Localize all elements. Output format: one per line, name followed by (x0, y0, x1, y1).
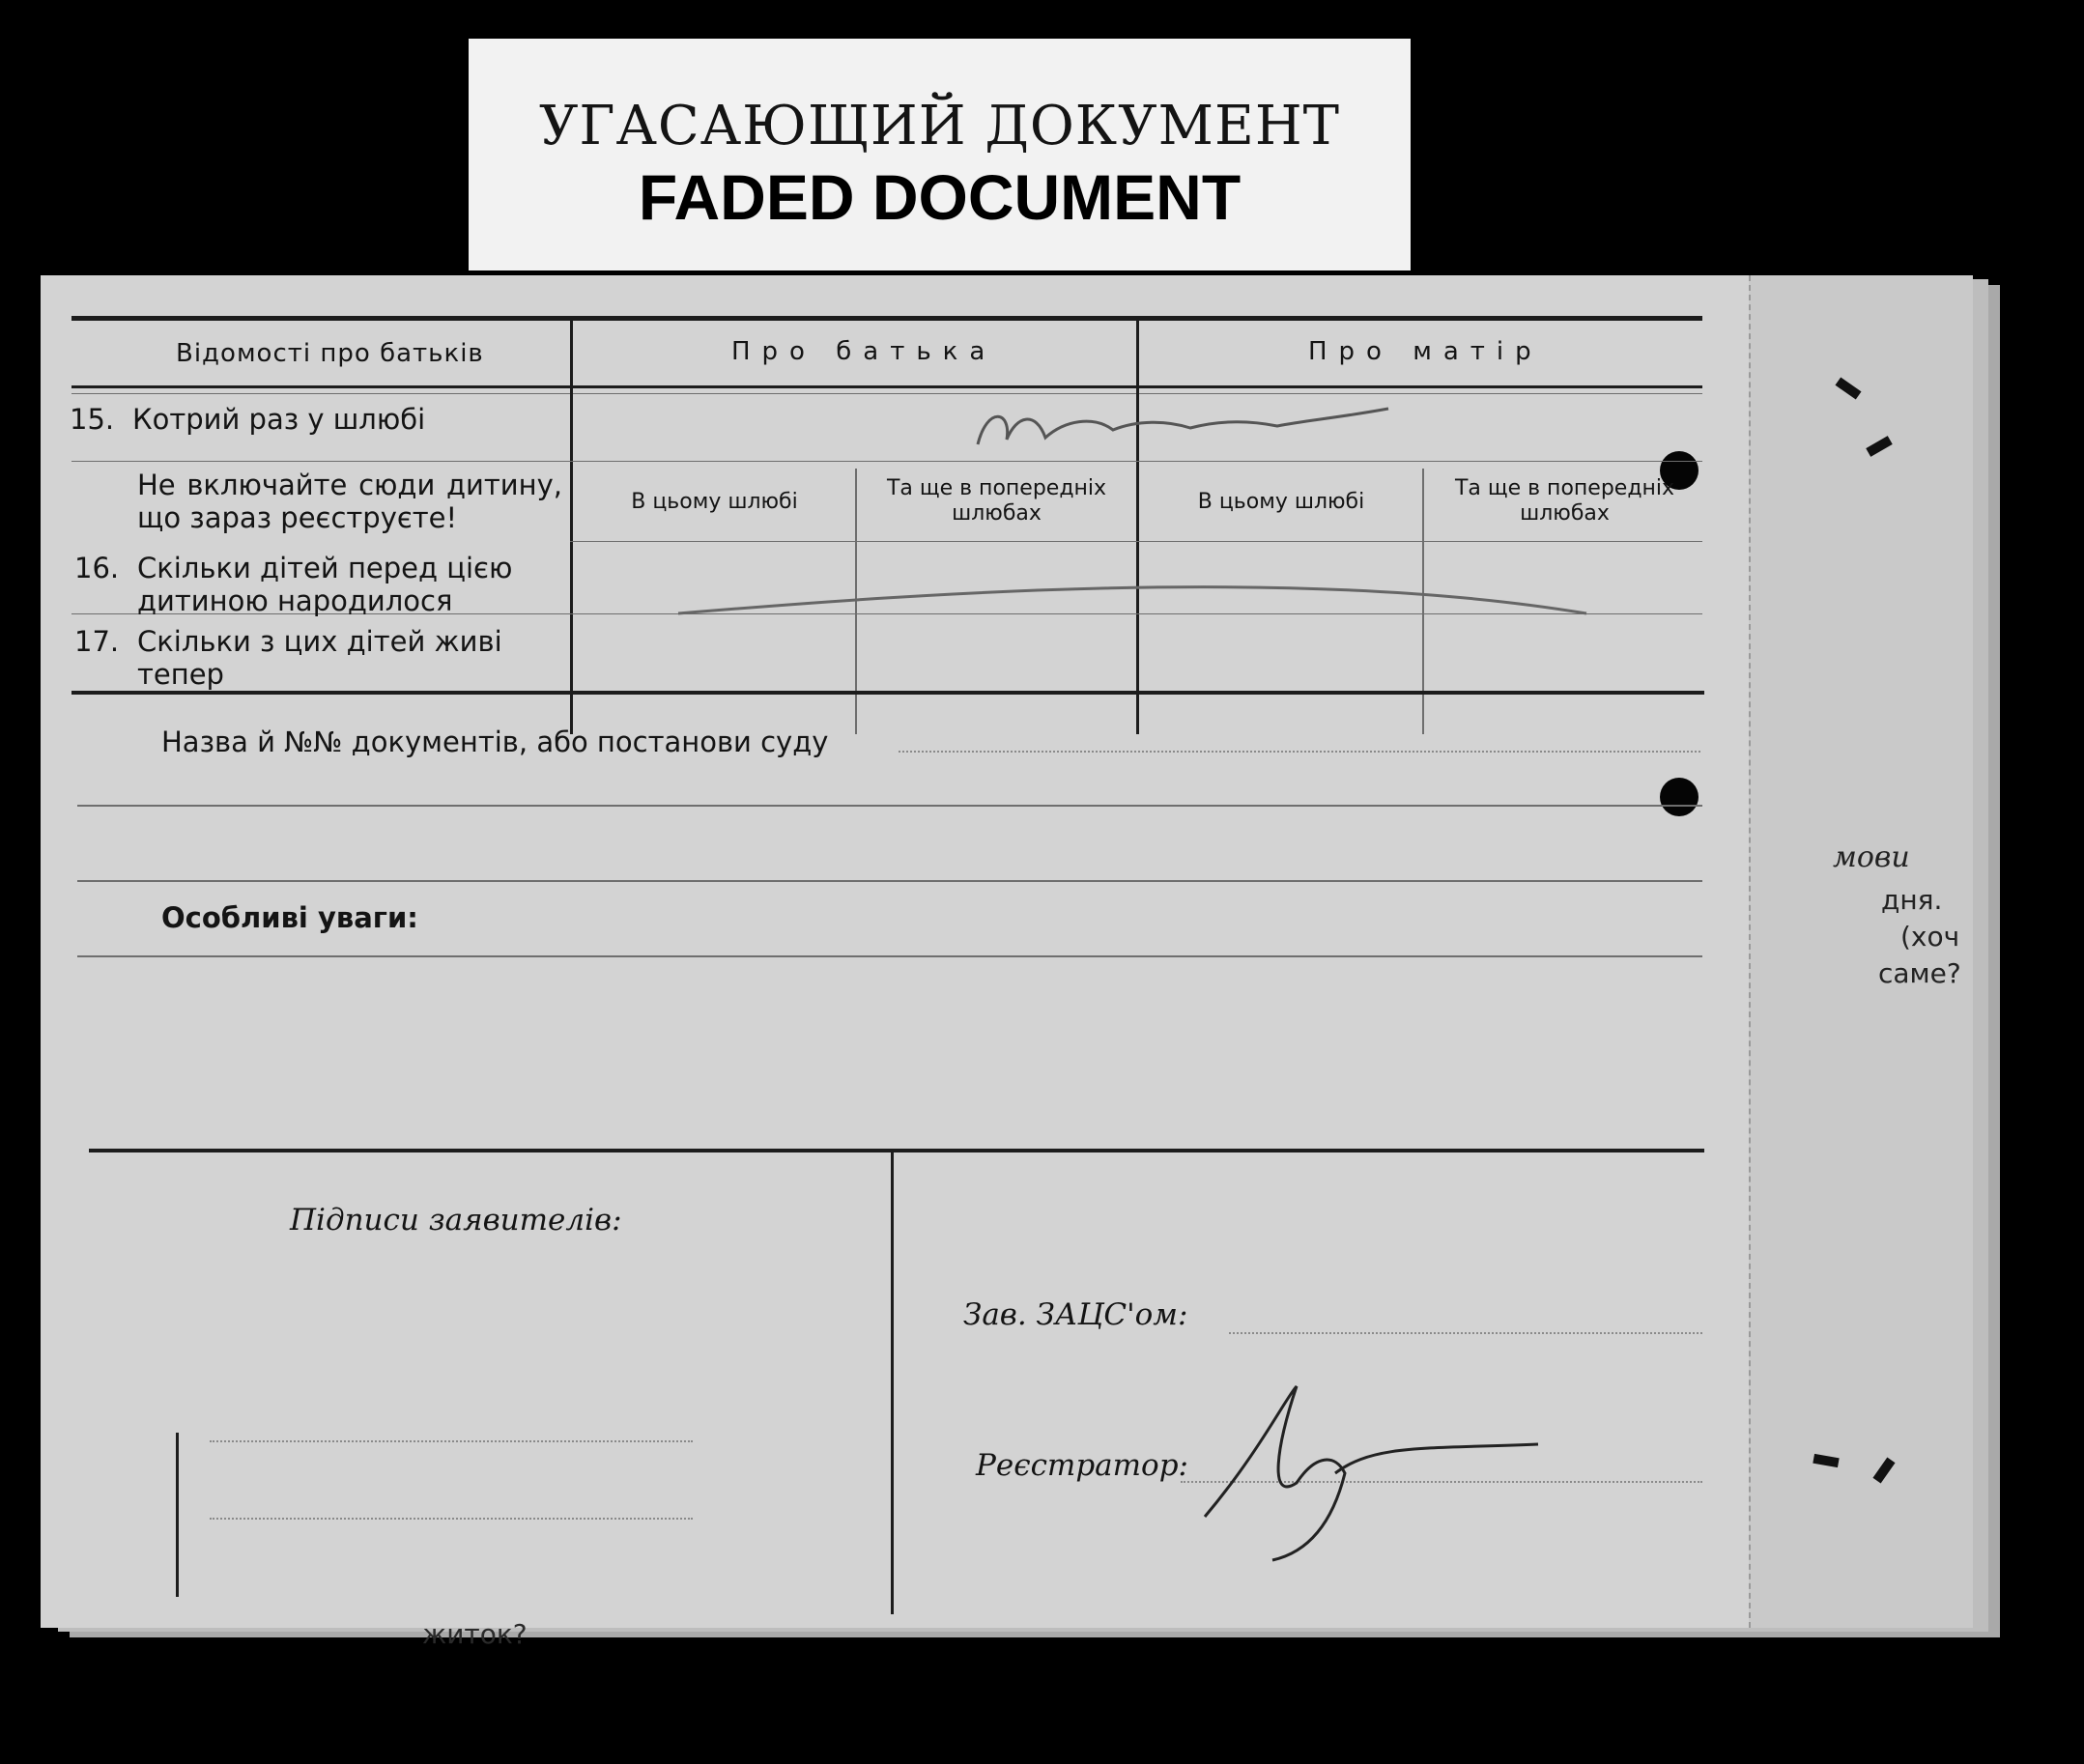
row-label-15: Котрий раз у шлюбі (132, 403, 426, 436)
head-signature-label: Зав. ЗАЦС'ом: (963, 1297, 1188, 1332)
form-sheet (41, 275, 1971, 1650)
strip-handwriting: мови (1833, 840, 1910, 874)
row-note: Не включайте сюди дитину, що зараз реєструєте! (137, 469, 562, 534)
registrar-signature (1205, 1386, 1538, 1560)
registrar-signature-label: Реєстратор: (976, 1448, 1188, 1483)
strip-text-3: саме? (1878, 957, 1961, 989)
remarks-label: Особливі уваги: (161, 901, 418, 934)
subheader-mother-this: В цьому шлюбі (1197, 490, 1365, 514)
bottom-fragment: житок? (422, 1618, 528, 1650)
handwriting-strokes (41, 275, 1971, 1628)
row-label-16: Скільки дітей перед цією дитиною народилося (137, 552, 513, 617)
subheader-father-this: В цьому шлюбі (631, 490, 798, 514)
label-russian: УГАСАЮЩИЙ ДОКУМЕНТ (538, 95, 1341, 157)
strip-text-2: (хоч (1900, 921, 1960, 953)
row-num-17: 17. (74, 625, 120, 658)
label-english: FADED DOCUMENT (638, 161, 1242, 233)
cancel-stroke (678, 587, 1586, 613)
header-mother: Про матір (1308, 337, 1543, 366)
faded-document-label (469, 39, 1411, 270)
strip-text-1: дня. (1881, 884, 1943, 916)
row-num-16: 16. (74, 552, 120, 584)
handwritten-first (978, 409, 1388, 444)
header-father: Про батька (731, 337, 997, 366)
subheader-mother-prev: Та ще в попередніх шлюбах (1454, 476, 1675, 526)
documents-label: Назва й №№ документів, або постанови суду (161, 726, 829, 758)
applicants-signature-label: Підписи заявителів: (290, 1203, 622, 1238)
row-label-17: Скільки з цих дітей живі тепер (137, 625, 502, 691)
header-parents-info: Відомості про батьків (176, 339, 484, 368)
row-num-15: 15. (70, 403, 115, 436)
subheader-father-prev: Та ще в попередніх шлюбах (886, 476, 1107, 526)
